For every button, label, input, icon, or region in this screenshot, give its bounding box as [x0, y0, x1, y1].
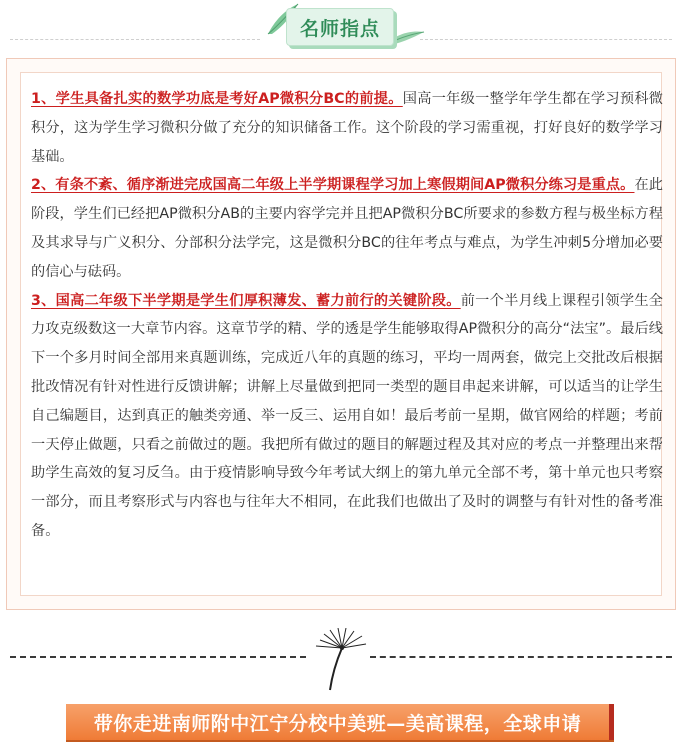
header-title: 名师指点: [299, 17, 380, 40]
content-frame: [6, 58, 676, 610]
point-heading: 1、学生具备扎实的数学功底是考好AP微积分BC的前提。: [31, 91, 403, 107]
point-body: 前一个半月线上课程引领学生全力攻克级数这一大章节内容。这章节学的精、学的透是学生能够取得AP微积分的高分“法宝”。最后线下一个多月时间全部用来真题训练，完成近八年的真题的练习，平均一周两套，做完上交批改后根据批改情况有针对性进行反馈讲解；讲解上尽量做到把同一类型的题目串起来讲解，可以适当的让学生自己编题目，达到真正的触类旁通、举一反三、运用自如！最后考前一星期，做官网给的样题；考前一天停止做题，只看之前做过的题。我把所有做过的题目的解题过程及其对应的考点一并整理出来帮助学生高效的复习反刍。由于疫情影响导致今年考试大纲上的第九单元全部不考，第十单元也只考察一部分，而且考察形式与内容也与往年大不相同，在此我们也做出了及时的调整与有针对性的备考准备。: [31, 292, 663, 539]
header-badge: [286, 8, 394, 46]
point-3: [31, 287, 663, 546]
section-header: [0, 0, 682, 52]
content-text: [31, 85, 663, 546]
header-divider-left: [10, 39, 260, 40]
header-divider-right: [420, 39, 672, 40]
point-heading: 3、国高二年级下半学期是学生们厚积薄发、蓄力前行的关键阶段。: [31, 292, 461, 309]
footer-divider-left: [10, 656, 306, 658]
point-1: [31, 85, 663, 171]
dandelion-icon: [302, 628, 372, 694]
point-2: [31, 171, 663, 286]
point-heading: 2、有条不紊、循序渐进完成国高二年级上半学期课程学习加上寒假期间AP微积分练习是重点。: [31, 177, 635, 194]
point-body: 国高一年级一整学年学生都在学习预科微积分，这为学生学习微积分做了充分的知识储备工作。这个阶段的学习需重视，打好良好的数学学习基础。: [31, 91, 663, 165]
point-body: 在此阶段，学生们已经把AP微积分AB的主要内容学完并且把AP微积分BC所要求的参数方程与极坐标方程及其求导与广义积分、分部积分法学完，这是微积分BC的往年考点与难点，为学生冲刺5分增加必要的信心与砝码。: [31, 177, 663, 280]
banner-text: 带你走进南师附中江宁分校中美班—美高课程，全球申请: [93, 712, 582, 735]
promo-banner[interactable]: [66, 704, 614, 740]
footer-divider-right: [370, 656, 672, 658]
content-panel: [20, 72, 662, 596]
